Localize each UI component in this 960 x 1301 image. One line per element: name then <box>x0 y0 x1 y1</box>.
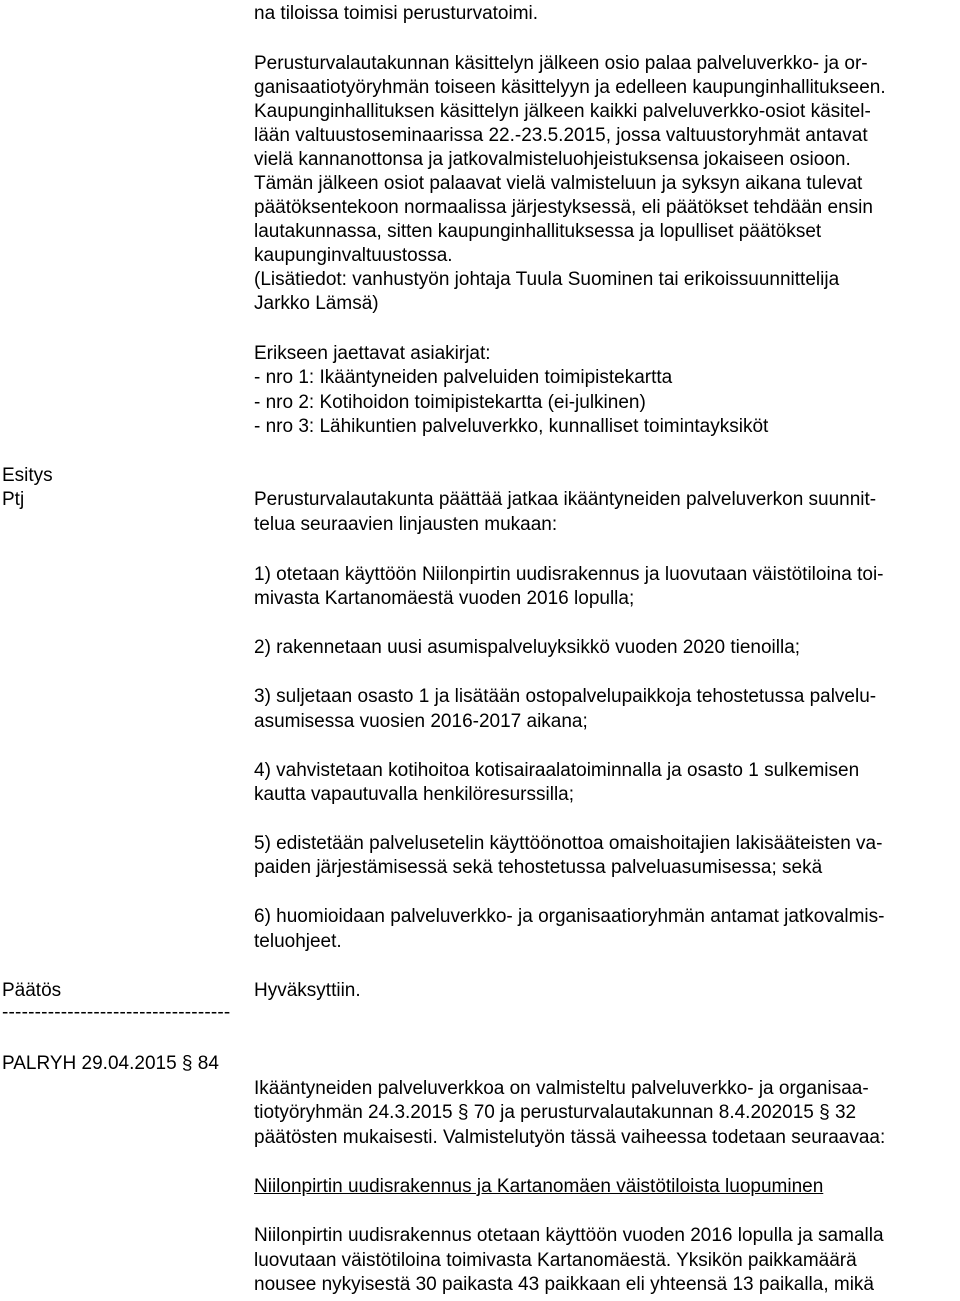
text-line: Tämän jälkeen osiot palaavat vielä valmisteluun ja syksyn aikana tulevat <box>254 173 863 194</box>
text-line: ganisaatiotyöryhmän toiseen käsittelyyn ja edelleen kaupunginhallitukseen. <box>254 77 886 98</box>
proposal-item-4-cont: kautta vapautuvalla henkilöresurssilla; <box>254 784 575 805</box>
separator-line: ----------------------------------- <box>2 1002 231 1023</box>
text-line: päätösten mukaisesti. Valmistelutyön tässä vaiheessa todetaan seuraavaa: <box>254 1127 886 1148</box>
proposal-item-6: 6) huomioidaan palveluverkko- ja organisaatioryhmän antamat jatkovalmis- <box>254 906 885 927</box>
text-line: päätöksentekoon normaalissa järjestyksessä, eli päätökset tehdään ensin <box>254 197 873 218</box>
proposal-item-1: 1) otetaan käyttöön Niilonpirtin uudisrakennus ja luovutaan väistötiloina toi- <box>254 564 884 585</box>
proposal-intro-line: telua seuraavien linjausten mukaan: <box>254 514 558 535</box>
text-line: lautakunnassa, sitten kaupunginhallituksessa ja lopulliset päätökset <box>254 221 822 242</box>
proposal-item-3-cont: asumisessa vuosien 2016-2017 aikana; <box>254 711 588 732</box>
proposal-item-5: 5) edistetään palvelusetelin käyttöönottoa omaishoitajien lakisääteisten va- <box>254 833 883 854</box>
proposal-item-5-cont: paiden järjestämisessä sekä tehostetussa palveluasumisessa; sekä <box>254 857 823 878</box>
proposal-item-3: 3) suljetaan osasto 1 ja lisätään ostopalvelupaikkoja tehostetussa palvelu- <box>254 686 877 707</box>
label-esitys: Esitys <box>2 465 53 486</box>
text-line: Perusturvalautakunnan käsittelyn jälkeen osio palaa palveluverkko- ja or- <box>254 53 868 74</box>
proposal-item-1-cont: mivasta Kartanomäestä vuoden 2016 lopulla; <box>254 588 635 609</box>
label-ptj: Ptj <box>2 489 25 510</box>
text-line: Jarkko Lämsä) <box>254 293 379 314</box>
attachments-title: Erikseen jaettavat asiakirjat: <box>254 343 491 364</box>
text-line: Niilonpirtin uudisrakennus otetaan käyttöön vuoden 2016 lopulla ja samalla <box>254 1225 884 1246</box>
text-line: lään valtuustoseminaarissa 22.-23.5.2015, jossa valtuustoryhmät antavat <box>254 125 868 146</box>
text-line: tiotyöryhmän 24.3.2015 § 70 ja perusturvalautakunnan 8.4.202015 § 32 <box>254 1102 857 1123</box>
text-line: (Lisätiedot: vanhustyön johtaja Tuula Suominen tai erikoissuunnittelija <box>254 269 840 290</box>
text-line: Ikääntyneiden palveluverkkoa on valmisteltu palveluverkko- ja organisaa- <box>254 1078 869 1099</box>
text-line: vielä kannanottonsa ja jatkovalmisteluohjeistuksensa jokaiseen osioon. <box>254 149 851 170</box>
section-heading: Niilonpirtin uudisrakennus ja Kartanomäen väistötiloista luopuminen <box>254 1176 824 1197</box>
text-line: nousee nykyisestä 30 paikasta 43 paikkaan eli yhteensä 13 paikalla, mikä <box>254 1274 874 1295</box>
proposal-intro-line: Perusturvalautakunta päättää jatkaa ikääntyneiden palveluverkon suunnit- <box>254 489 877 510</box>
proposal-item-4: 4) vahvistetaan kotihoitoa kotisairaalatoiminnalla ja osasto 1 sulkemisen <box>254 760 860 781</box>
proposal-item-2: 2) rakennetaan uusi asumispalveluyksikkö vuoden 2020 tienoilla; <box>254 637 801 658</box>
text-line: luovutaan väistötiloina toimivasta Kartanomäestä. Yksikön paikkamäärä <box>254 1250 857 1271</box>
proposal-item-6-cont: teluohjeet. <box>254 931 342 952</box>
text-line: Kaupunginhallituksen käsittelyn jälkeen kaikki palveluverkko-osiot käsitel- <box>254 101 871 122</box>
attachment-item: - nro 2: Kotihoidon toimipistekartta (ei-julkinen) <box>254 392 646 413</box>
label-paatos: Päätös <box>2 980 62 1001</box>
attachment-item: - nro 3: Lähikuntien palveluverkko, kunnalliset toimintayksiköt <box>254 416 769 437</box>
decision-text: Hyväksyttiin. <box>254 980 361 1001</box>
attachment-item: - nro 1: Ikääntyneiden palveluiden toimipistekartta <box>254 367 673 388</box>
intro-first-line: na tiloissa toimisi perusturvatoimi. <box>254 3 539 24</box>
text-line: kaupunginvaltuustossa. <box>254 245 453 266</box>
label-palryh: PALRYH 29.04.2015 § 84 <box>2 1053 219 1074</box>
